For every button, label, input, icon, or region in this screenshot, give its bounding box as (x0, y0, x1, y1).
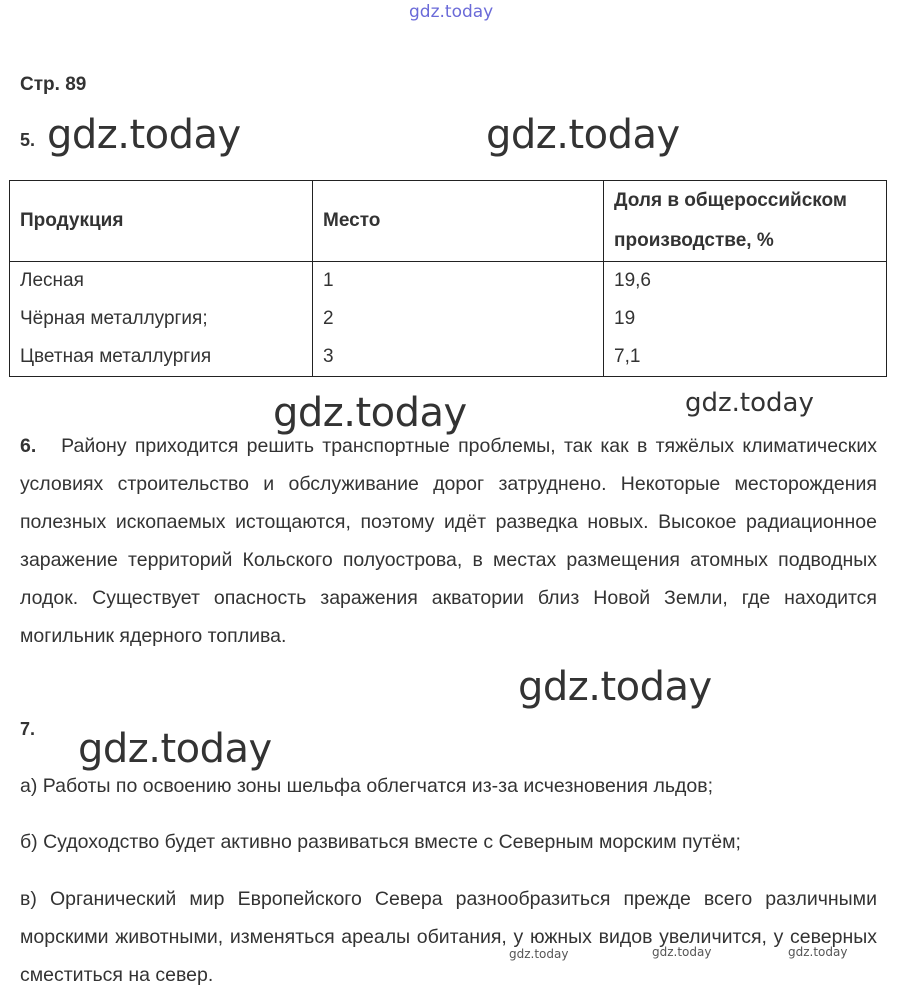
task-7-item-b: б) Судоходство будет активно развиваться вместе с Северным морским путём; (20, 831, 741, 853)
watermark: gdz.today (47, 112, 241, 158)
table-cell-product: Лесная (10, 262, 313, 301)
table-cell-share: 19 (604, 300, 887, 338)
table-header-row (10, 181, 887, 262)
task-5-number: 5. (20, 130, 36, 150)
watermark: gdz.today (652, 945, 712, 959)
column-header-product: Продукция (10, 181, 313, 262)
watermark-top: gdz.today (409, 2, 494, 22)
task-6-paragraph (20, 427, 877, 655)
table-cell-share: 7,1 (604, 338, 887, 377)
task-6-number: 6. (20, 435, 37, 457)
watermark: gdz.today (78, 726, 272, 772)
watermark: gdz.today (685, 388, 814, 418)
table-row (10, 300, 887, 338)
table-cell-place: 1 (313, 262, 604, 301)
table-cell-place: 3 (313, 338, 604, 377)
watermark: gdz.today (486, 112, 680, 158)
table-cell-share: 19,6 (604, 262, 887, 301)
table-row (10, 262, 887, 301)
watermark: gdz.today (273, 390, 467, 436)
task-7-item-c (20, 880, 877, 994)
task-7-item-a: а) Работы по освоению зоны шельфа облегчатся из-за исчезновения льдов; (20, 775, 714, 797)
column-header-place: Место (313, 181, 604, 262)
watermark: gdz.today (788, 945, 848, 959)
table-cell-product: Чёрная металлургия; (10, 300, 313, 338)
table-cell-product: Цветная металлургия (10, 338, 313, 377)
column-header-share: Доля в общероссийском производстве, % (604, 181, 887, 262)
page-heading: Стр. 89 (20, 74, 87, 95)
task-7-number: 7. (20, 719, 36, 739)
task-7-item-c-text: в) Органический мир Европейского Севера разнообразиться прежде всего различными морскими животными, изменяться ареалы обитания, у южных видов увеличится, у северных сместиться на север. (20, 888, 877, 986)
table-row (10, 338, 887, 377)
watermark: gdz.today (518, 664, 712, 710)
table-cell-place: 2 (313, 300, 604, 338)
task-6-text: Району приходится решить транспортные проблемы, так как в тяжёлых климатических условиях строительство и обслуживание дорог затруднено. Некоторые месторождения полезных ископаемых истощаются, поэтому идёт разведка новых. Высокое радиационное заражение территорий Кольского полуострова, в местах размещения атомных подводных лодок. Существует опасность заражения акватории близ Новой Земли, где находится могильник ядерного топлива. (20, 435, 877, 647)
watermark: gdz.today (509, 947, 569, 961)
production-table (9, 180, 887, 377)
